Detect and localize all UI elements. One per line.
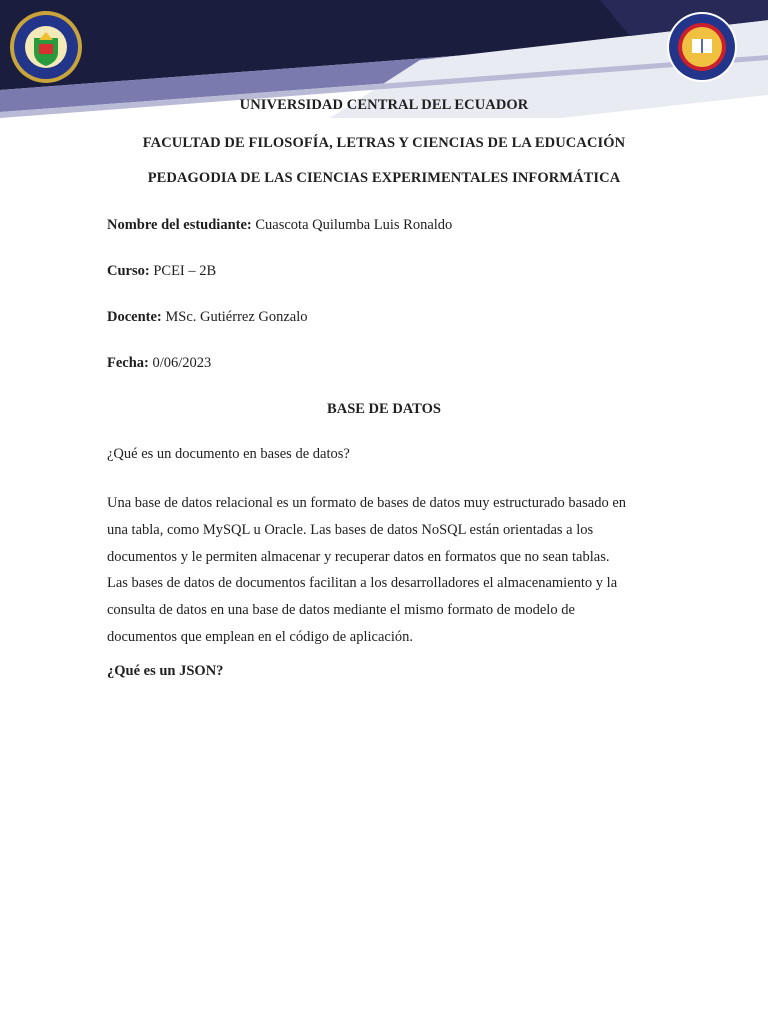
- paragraph-line: Las bases de datos de documentos facilitan a los desarrolladores el almacenamiento y la: [107, 575, 618, 592]
- faculty-title: FACULTAD DE FILOSOFÍA, LETRAS Y CIENCIAS DE LA EDUCACIÓN: [142, 135, 626, 151]
- faculty-seal-logo: [666, 11, 738, 83]
- question-document: ¿Qué es un documento en bases de datos?: [107, 446, 350, 462]
- answer-paragraph: [107, 490, 667, 651]
- university-title: UNIVERSIDAD CENTRAL DEL ECUADOR: [239, 97, 529, 113]
- section-title: BASE DE DATOS: [327, 401, 441, 417]
- student-label: Nombre del estudiante:: [107, 217, 252, 233]
- student-field: [107, 217, 452, 234]
- program-title: PEDAGODIA DE LAS CIENCIAS EXPERIMENTALES INFORMÁTICA: [147, 170, 621, 186]
- paragraph-line: una tabla, como MySQL u Oracle. Las bases de datos NoSQL están orientadas a los: [107, 521, 594, 538]
- teacher-field: [107, 309, 308, 326]
- teacher-label: Docente:: [107, 309, 162, 325]
- date-label: Fecha:: [107, 355, 149, 371]
- date-field: [107, 355, 211, 372]
- student-value: Cuascota Quilumba Luis Ronaldo: [255, 217, 453, 233]
- course-label: Curso:: [107, 263, 150, 279]
- teacher-value: MSc. Gutiérrez Gonzalo: [165, 309, 308, 325]
- paragraph-line: documentos y le permiten almacenar y recuperar datos en formatos que no sean tablas.: [107, 548, 610, 565]
- paragraph-line: consulta de datos en una base de datos mediante el mismo formato de modelo de: [107, 602, 575, 619]
- course-field: [107, 263, 216, 280]
- university-seal-logo: [9, 10, 83, 84]
- date-value: 0/06/2023: [152, 355, 212, 371]
- paragraph-line: documentos que emplean en el código de aplicación.: [107, 628, 414, 645]
- question-json: ¿Qué es un JSON?: [107, 663, 224, 679]
- course-value: PCEI – 2B: [153, 263, 217, 279]
- paragraph-line: Una base de datos relacional es un formato de bases de datos muy estructurado basado en: [107, 495, 627, 511]
